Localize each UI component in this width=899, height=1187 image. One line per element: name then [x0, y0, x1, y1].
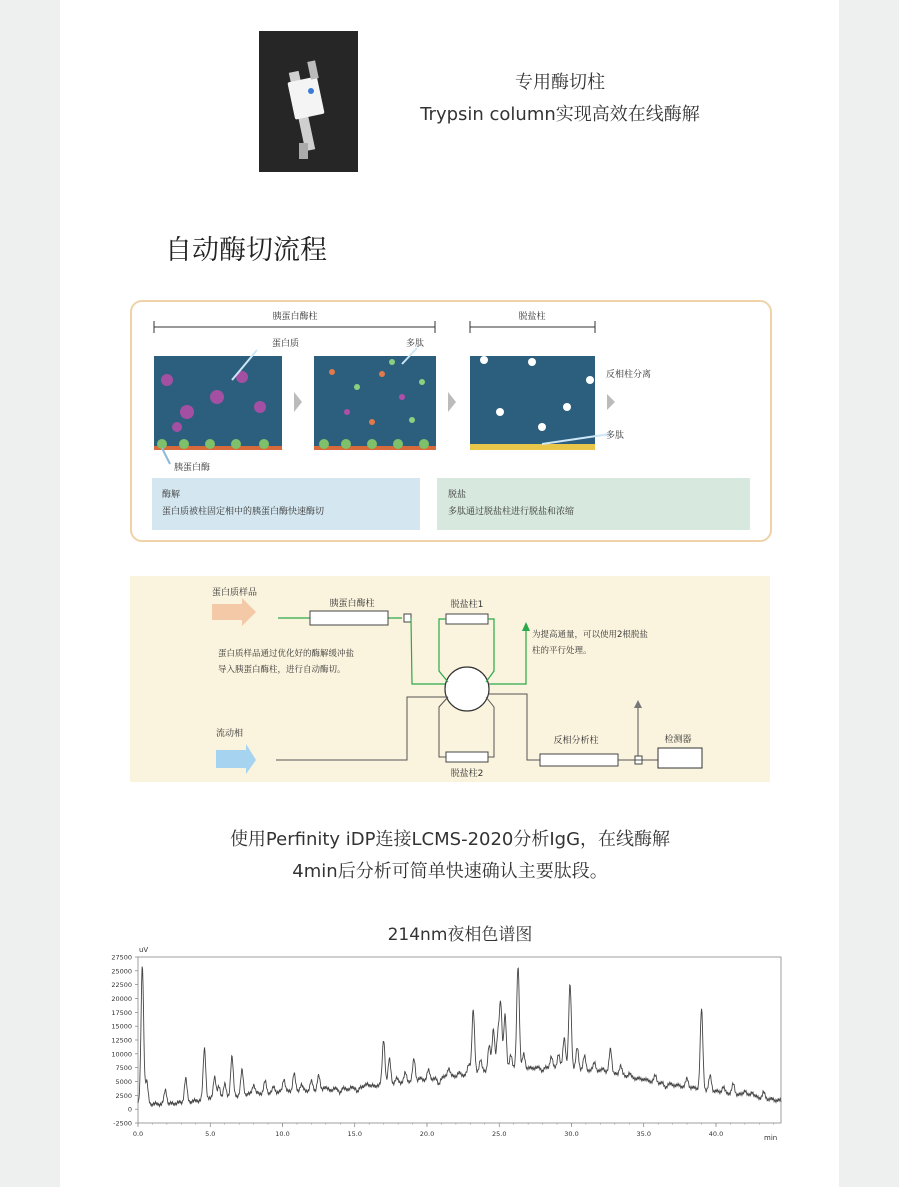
- y-tick-label: 20000: [111, 995, 132, 1003]
- note-line1: 为提高通量，可以使用2根脱盐: [532, 630, 648, 640]
- y-tick-label: 7500: [115, 1064, 132, 1073]
- x-axis-unit: min: [764, 1134, 778, 1142]
- section-title: 自动酶切流程: [165, 235, 327, 266]
- x-tick-label: 15.0: [347, 1130, 362, 1138]
- x-tick-label: 35.0: [636, 1130, 651, 1138]
- y-tick-label: 22500: [111, 981, 132, 990]
- x-tick-label: 20.0: [419, 1130, 435, 1138]
- y-tick-label: 12500: [111, 1036, 132, 1045]
- chart-title: 214nm夜相色谱图: [387, 925, 533, 945]
- note-line2: 柱的平行处理。: [532, 646, 592, 656]
- y-tick-label: 17500: [111, 1008, 132, 1017]
- rp-column-label: 反相分析柱: [553, 736, 599, 746]
- detector-label: 检测器: [664, 735, 692, 745]
- page: [60, 0, 839, 1187]
- y-tick-label: 2500: [115, 1091, 132, 1100]
- trypsin-col-label: 胰蛋白酶柱: [329, 599, 375, 609]
- sample-desc-line2: 导入胰蛋白酶柱，进行自动酶切。: [218, 665, 346, 675]
- peptide-label-2: 多肽: [606, 431, 625, 441]
- x-tick-label: 5.0: [205, 1130, 216, 1138]
- y-tick-label: -2500: [113, 1119, 132, 1128]
- digestion-box-title: 酶解: [162, 490, 181, 500]
- summary-line2: 4min后分析可简单快速确认主要肽段。: [292, 861, 608, 882]
- y-axis-unit: uV: [139, 946, 149, 954]
- flow-schematic: [130, 576, 770, 782]
- y-tick-label: 0: [127, 1105, 132, 1114]
- trypsin-enzyme-label: 胰蛋白酶: [174, 463, 211, 473]
- chromatogram-trace: [138, 967, 781, 1107]
- peptide-label: 多肽: [406, 339, 425, 349]
- digestion-box-text: 蛋白质被柱固定相中的胰蛋白酶快速酶切: [162, 507, 325, 517]
- desalt2-label: 脱盐柱2: [450, 769, 484, 779]
- plot-frame: [138, 957, 781, 1123]
- chromatogram-chart: [100, 944, 800, 1144]
- desalt-column-label: 脱盐柱: [518, 312, 546, 322]
- x-tick-label: 40.0: [708, 1130, 724, 1138]
- product-caption-line1: 专用酶切柱: [515, 72, 605, 93]
- digestion-process-figure: [130, 300, 772, 542]
- summary-line1: 使用Perfinity iDP连接LCMS-2020分析IgG，在线酶解: [229, 829, 671, 850]
- x-tick-label: 30.0: [564, 1130, 579, 1138]
- y-tick-label: 15000: [111, 1022, 132, 1031]
- reverse-phase-label: 反相柱分离: [606, 370, 652, 380]
- y-tick-label: 5000: [115, 1078, 132, 1086]
- sample-label: 蛋白质样品: [212, 588, 258, 598]
- desalt-box-title: 脱盐: [448, 490, 467, 500]
- x-tick-label: 10.0: [275, 1130, 290, 1138]
- protein-label: 蛋白质: [272, 339, 300, 349]
- x-tick-label: 25.0: [491, 1130, 507, 1138]
- y-tick-label: 27500: [111, 953, 132, 962]
- mobile-phase-label: 流动相: [216, 729, 244, 739]
- product-caption-line2: Trypsin column实现高效在线酶解: [420, 104, 700, 125]
- desalt1-label: 脱盐柱1: [450, 600, 484, 610]
- x-tick-label: 0.0: [132, 1130, 144, 1138]
- sample-desc-line1: 蛋白质样品通过优化好的酶解缓冲盐: [218, 649, 355, 659]
- y-tick-label: 10000: [111, 1050, 132, 1059]
- trypsin-column-photo: [259, 31, 358, 172]
- y-tick-label: 25000: [111, 967, 132, 976]
- desalt-box-text: 多肽通过脱盐柱进行脱盐和浓缩: [448, 507, 575, 517]
- trypsin-column-label: 胰蛋白酶柱: [272, 312, 318, 322]
